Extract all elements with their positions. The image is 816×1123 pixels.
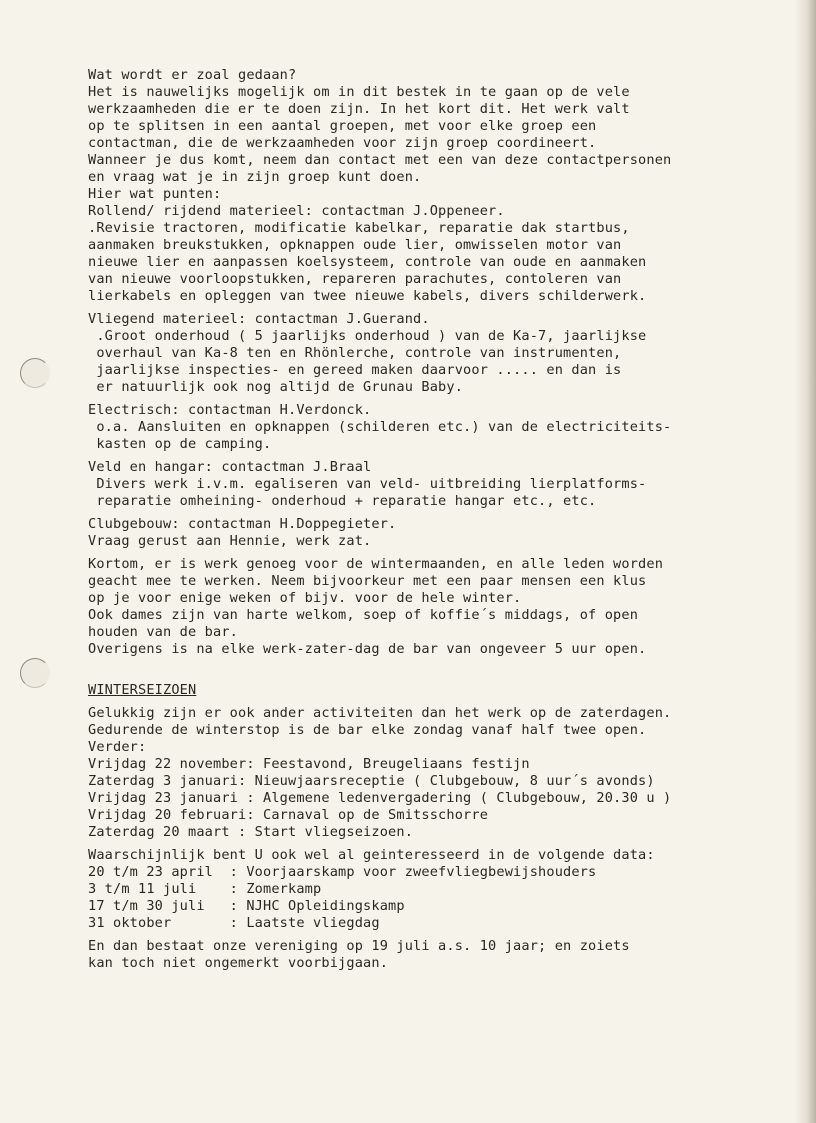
text-line: Ook dames zijn van harte welkom, soep of koffie´s middags, of open [88,607,639,623]
text-line: er natuurlijk ook nog altijd de Grunau Baby. [88,379,464,395]
text-line: Kortom, er is werk genoeg voor de wintermaanden, en alle leden worden [88,556,664,572]
text-line: houden van de bar. [88,624,239,640]
text-line: 31 oktober : Laatste vliegdag [88,915,380,931]
text-line: lierkabels en opleggen van twee nieuwe kabels, divers schilderwerk. [88,288,647,304]
text-line: Overigens is na elke werk-zater-dag de bar van ongeveer 5 uur open. [88,641,647,657]
text-line: 17 t/m 30 juli : NJHC Opleidingskamp [88,898,405,914]
punch-hole [20,358,50,388]
text-line: Het is nauwelijks mogelijk om in dit bestek in te gaan op de vele [88,84,630,100]
paragraph [88,311,788,396]
text-line: Hier wat punten: [88,186,222,202]
text-line: overhaul van Ka-8 ten en Rhönlerche, controle van instrumenten, [88,345,622,361]
page-edge-shadow [794,0,816,1123]
text-line: kasten op de camping. [88,436,272,452]
text-line: op je voor enige weken of bijv. voor de hele winter. [88,590,522,606]
text-line: Vraag gerust aan Hennie, werk zat. [88,533,372,549]
text-line: Clubgebouw: contactman H.Doppegieter. [88,516,397,532]
text-line: jaarlijkse inspecties- en gereed maken daarvoor ..... en dan is [88,362,622,378]
text-line: Verder: [88,739,147,755]
text-line: contactman, die de werkzaamheden voor zijn groep coordineert. [88,135,597,151]
text-line: Electrisch: contactman H.Verdonck. [88,402,372,418]
text-line: Vliegend materieel: contactman J.Guerand. [88,311,430,327]
text-line: Vrijdag 23 januari : Algemene ledenvergadering ( Clubgebouw, 20.30 u ) [88,790,672,806]
text-line: 20 t/m 23 april : Voorjaarskamp voor zweefvliegbewijshouders [88,864,597,880]
text-line: o.a. Aansluiten en opknappen (schilderen etc.) van de electriciteits- [88,419,672,435]
text-line: .Revisie tractoren, modificatie kabelkar, reparatie dak startbus, [88,220,630,236]
spacer [88,658,788,682]
text-line: Gedurende de winterstop is de bar elke zondag vanaf half twee open. [88,722,647,738]
text-line: Vrijdag 20 februari: Carnaval op de Smitsschorre [88,807,489,823]
text-line: Zaterdag 3 januari: Nieuwjaarsreceptie ( Clubgebouw, 8 uur´s avonds) [88,773,655,789]
text-line: Wanneer je dus komt, neem dan contact met een van deze contactpersonen [88,152,672,168]
text-line: geacht mee te werken. Neem bijvoorkeur met een paar mensen een klus [88,573,647,589]
text-line: reparatie omheining- onderhoud + reparatie hangar etc., etc. [88,493,597,509]
text-line: En dan bestaat onze vereniging op 19 juli a.s. 10 jaar; en zoiets [88,938,630,954]
text-line: .Groot onderhoud ( 5 jaarlijks onderhoud ) van de Ka-7, jaarlijkse [88,328,647,344]
text-line: nieuwe lier en aanpassen koelsysteem, controle van oude en aanmaken [88,254,647,270]
text-line: Waarschijnlijk bent U ook wel al geinteresseerd in de volgende data: [88,847,655,863]
text-line: Gelukkig zijn er ook ander activiteiten dan het werk op de zaterdagen. [88,705,672,721]
text-line: Veld en hangar: contactman J.Braal [88,459,372,475]
section-heading: WINTERSEIZOEN [88,682,197,698]
typewritten-page [88,67,788,972]
paragraph [88,938,788,972]
text-line: kan toch niet ongemerkt voorbijgaan. [88,955,389,971]
paragraph [88,67,788,305]
paragraph [88,705,788,841]
text-line: op te splitsen in een aantal groepen, met voor elke groep een [88,118,597,134]
paragraph [88,847,788,932]
text-line: 3 t/m 11 juli : Zomerkamp [88,881,322,897]
text-line: Divers werk i.v.m. egaliseren van veld- uitbreiding lierplatforms- [88,476,647,492]
paragraph [88,402,788,453]
paragraph [88,556,788,658]
text-line: Vrijdag 22 november: Feestavond, Breugeliaans festijn [88,756,530,772]
text-line: Zaterdag 20 maart : Start vliegseizoen. [88,824,414,840]
text-line: en vraag wat je in zijn groep kunt doen. [88,169,422,185]
punch-hole [20,658,50,688]
paragraph [88,459,788,510]
text-line: Wat wordt er zoal gedaan? [88,67,297,83]
text-line: van nieuwe voorloopstukken, repareren parachutes, contoleren van [88,271,622,287]
text-line: Rollend/ rijdend materieel: contactman J.Oppeneer. [88,203,505,219]
text-line: aanmaken breukstukken, opknappen oude lier, omwisselen motor van [88,237,622,253]
paragraph [88,516,788,550]
section-heading-block [88,682,788,699]
text-line: werkzaamheden die er te doen zijn. In het kort dit. Het werk valt [88,101,630,117]
